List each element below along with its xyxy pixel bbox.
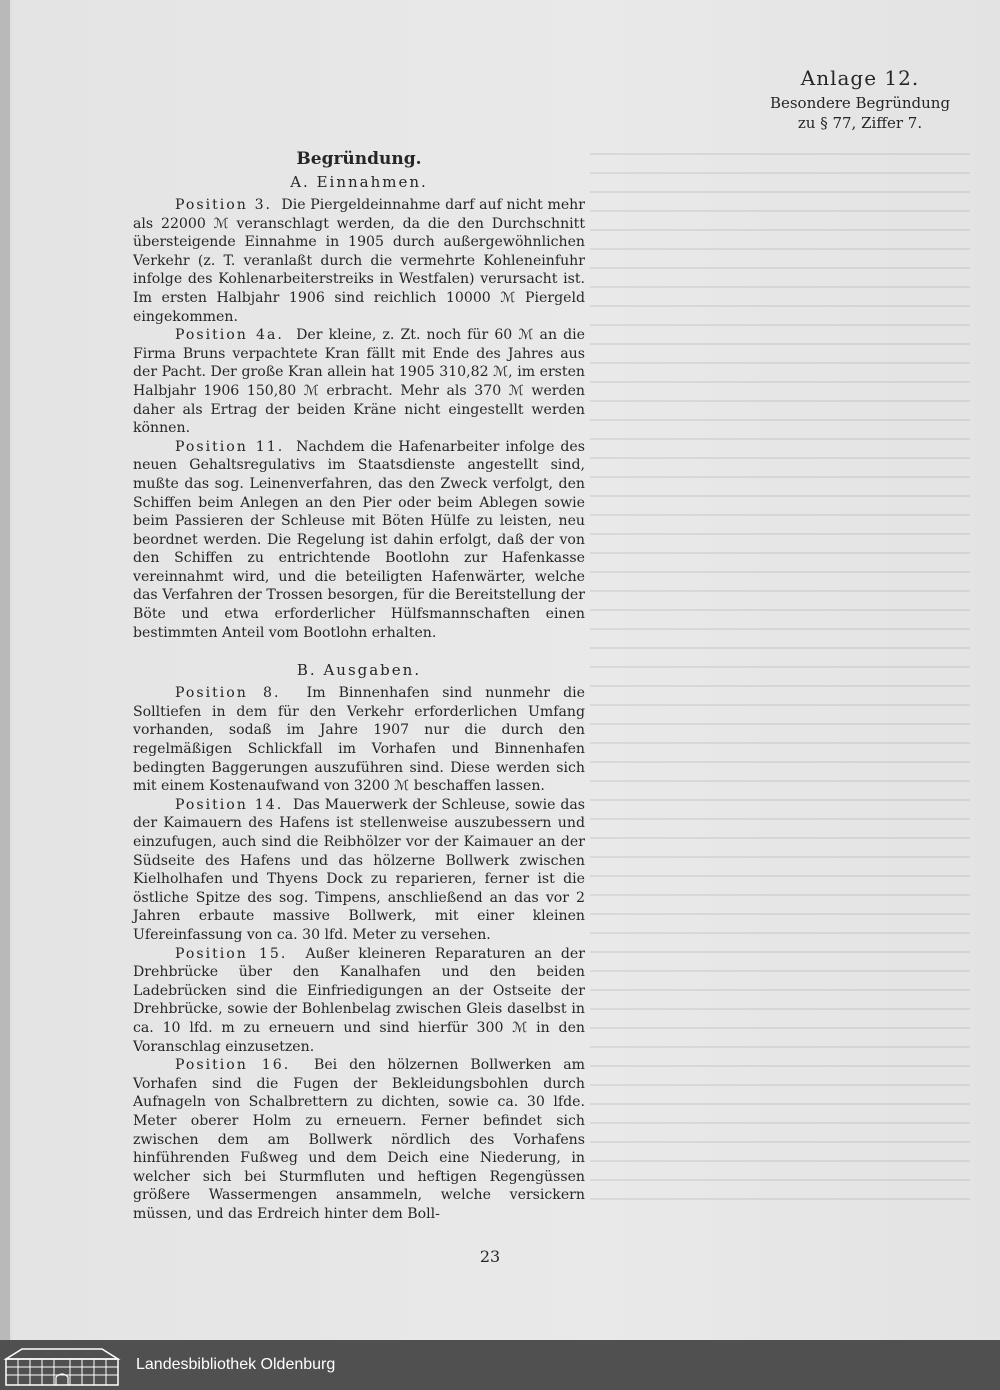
position-label: Position 3.	[175, 197, 273, 213]
section-heading-revenue: A. Einnahmen.	[290, 173, 428, 191]
position-label: Position 15.	[175, 945, 288, 962]
show-through-texture	[590, 140, 970, 1200]
position-label: Position 8.	[175, 685, 281, 702]
paragraph-position-11	[133, 438, 585, 643]
position-label: Position 16.	[175, 1057, 291, 1074]
text-column	[133, 148, 585, 1223]
paragraph-text: Außer kleineren Reparaturen an der Drehbrücke über den Kanalhafen und den beiden Ladebrücken sind die Einfriedigungen an der Ostseite der Drehbrücke, sowie der Bohlenbelag zwischen Gleis daselbst in ca. 10 lfd. m zu erneuern und sind hierfür 300 ℳ in den Voranschlag einzusetzen.	[133, 945, 585, 1055]
paragraph-text: Bei den hölzernen Bollwerken am Vorhafen sind die Fugen der Bekleidungsbohlen durch Aufnageln von Schalbrettern zu dichten, sowie ca. 30 lfde. Meter oberer Holm zu erneuern. Ferner befindet sich zwischen dem am Bollwerk nördlich des Vorhafens hinführenden Fußweg und dem Deich eine Niederung, in welcher sich bei Sturmfluten und heftigen Regengüssen größere Wassermengen ansammeln, welche versickern müssen, und das Erdreich hinter dem Boll-	[133, 1057, 586, 1222]
library-footer-bar	[0, 1340, 1000, 1390]
appendix-line-2: Besondere Begründung	[769, 94, 951, 112]
paragraph-text: Die Piergeldeinnahme darf auf nicht mehr als 22000 ℳ veranschlagt werden, da die den Durchschnitt übersteigende Einnahme in 1905 durch außergewöhnlichen Verkehr (z. T. veranlaßt durch die vermehrte Kohleneinfuhr infolge des Kohlenarbeiterstreiks in Westfalen) verursacht ist. Im ersten Halbjahr 1906 sind reichlich 10000 ℳ Piergeld eingekommen.	[133, 197, 585, 325]
paragraph-text: Der kleine, z. Zt. noch für 60 ℳ an die Firma Bruns verpachtete Kran fällt mit Ende des Jahres aus der Pacht. Der große Kran allein hat 1905 310,82 ℳ, im ersten Halbjahr 1906 150,80 ℳ erbracht. Mehr als 370 ℳ werden daher als Ertrag der beiden Kräne nicht eingestellt werden können.	[133, 327, 586, 437]
page-heading: Begründung.	[296, 149, 422, 169]
paragraph-position-8	[133, 684, 585, 796]
paragraph-position-14	[133, 796, 585, 945]
paragraph-text: Das Mauerwerk der Schleuse, sowie das der Kaimauern des Hafens ist stellenweise auszubessern und einzufugen, auch sind die Reibhölzer vor der Kaimauer an der Südseite des Hafens und das hölzerne Bollwerk zwischen Kielholhafen und Thyens Dock zu reparieren, ferner ist die östliche Spitze des sog. Timpens, anschließend an das vor 2 Jahren erbaute massive Bollwerk, mit einer kleinen Ufereinfassung von ca. 30 lfd. Meter zu versehen.	[133, 796, 586, 943]
paragraph-text: Im Binnenhafen sind nunmehr die Solltiefen in dem für den Verkehr erforderlichen Umfang vorhanden, sodaß im Jahre 1907 nur die durch den regelmäßigen Schlickfall im Vorhafen und Binnenhafen bedingten Baggerungen auszuführen sind. Diese werden sich mit einem Kostenaufwand von 3200 ℳ beschaffen lassen.	[133, 685, 585, 795]
page-number: 23	[479, 1247, 501, 1266]
position-label: Position 14.	[175, 796, 284, 813]
book-spine-shadow	[0, 0, 10, 1340]
appendix-title: Anlage 12.	[800, 66, 920, 90]
appendix-line-3: zu § 77, Ziffer 7.	[797, 114, 923, 132]
paragraph-position-16	[133, 1056, 585, 1223]
position-label: Position 4a.	[175, 327, 284, 344]
library-name: Landesbibliothek Oldenburg	[136, 1356, 336, 1373]
section-heading-expenses: B. Ausgaben.	[296, 661, 422, 680]
paragraph-position-4a	[133, 326, 585, 438]
paragraph-position-15	[133, 945, 585, 1057]
paragraph-position-3	[133, 196, 585, 326]
position-label: Position 11.	[175, 438, 285, 455]
paragraph-text: Nachdem die Hafenarbeiter infolge des neuen Gehaltsregulativs im Staatsdienste angestellt sind, mußte das sog. Leinenverfahren, das den Zweck verfolgt, den Schiffen beim Anlegen an den Pier oder beim Ablegen sowie beim Passieren der Schleuse mit Böten Hülfe zu leisten, neu beordnet werden. Die Regelung ist dahin erfolgt, daß der von den Schiffen zu entrichtende Bootlohn zur Hafenkasse vereinnahmt wird, und die beteiligten Hafenwärter, welche das Verfahren der Trossen besorgen, für die Bereitstellung der Böte und etwa erforderlicher Hülfsmannschaften einen bestimmten Anteil vom Bootlohn erhalten.	[133, 438, 586, 641]
library-building-logo-icon	[2, 1343, 122, 1387]
appendix-note	[760, 66, 960, 132]
